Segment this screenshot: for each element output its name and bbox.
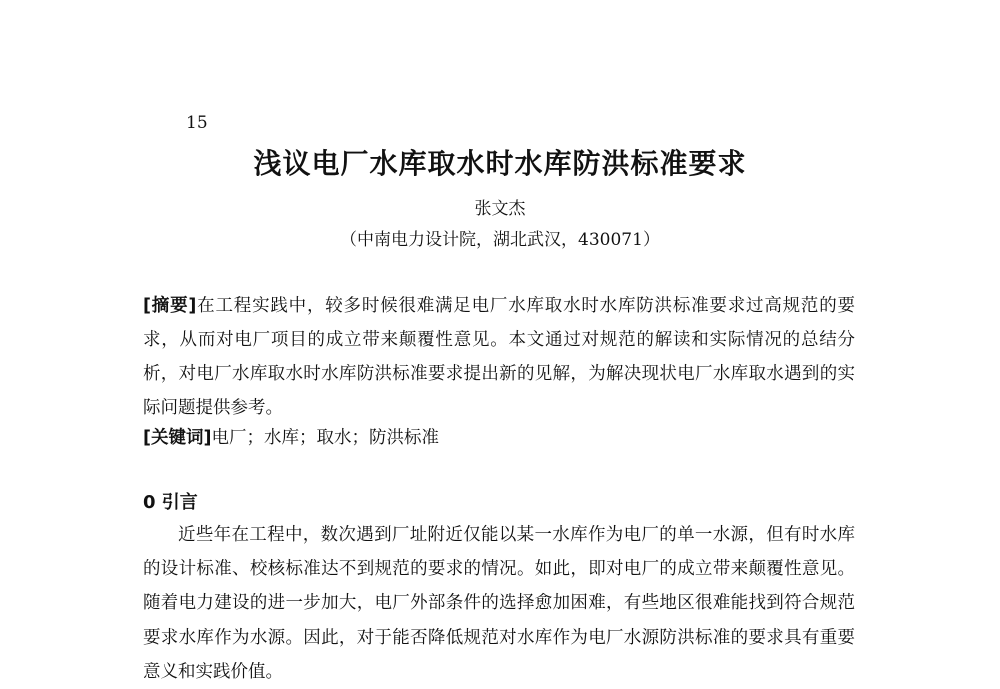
page-number: 15: [186, 113, 208, 133]
abstract-text: 在工程实践中，较多时候很难满足电厂水库取水时水库防洪标准要求过高规范的要求，从而对电厂项目的成立带来颠覆性意见。本文通过对规范的解读和实际情况的总结分析，对电厂水库取水时水库防洪标准要求提出新的见解，为解决现状电厂水库取水遇到的实际问题提供参考。: [143, 296, 856, 418]
keywords-label: [关键词]: [143, 428, 212, 448]
keywords-text: 电厂；水库；取水；防洪标准: [211, 428, 439, 448]
abstract: [143, 289, 855, 425]
abstract-label: [摘要]: [143, 296, 197, 316]
body-paragraph: 近些年在工程中，数次遇到厂址附近仅能以某一水库作为电厂的单一水源，但有时水库的设计标准、校核标准达不到规范的要求的情况。如此，即对电厂的成立带来颠覆性意见。随着电力建设的进一步加大，电厂外部条件的选择愈加困难，有些地区很难能找到符合规范要求水库作为水源。因此，对于能否降低规范对水库作为电厂水源防洪标准的要求具有重要意义和实践价值。: [143, 525, 855, 682]
paper-title: 浅议电厂水库取水时水库防洪标准要求: [253, 147, 747, 180]
author: 张文杰: [474, 199, 526, 219]
section-heading: 0 引言: [143, 492, 198, 513]
keywords: [143, 424, 855, 452]
affiliation: （中南电力设计院，湖北武汉，430071）: [340, 230, 660, 250]
